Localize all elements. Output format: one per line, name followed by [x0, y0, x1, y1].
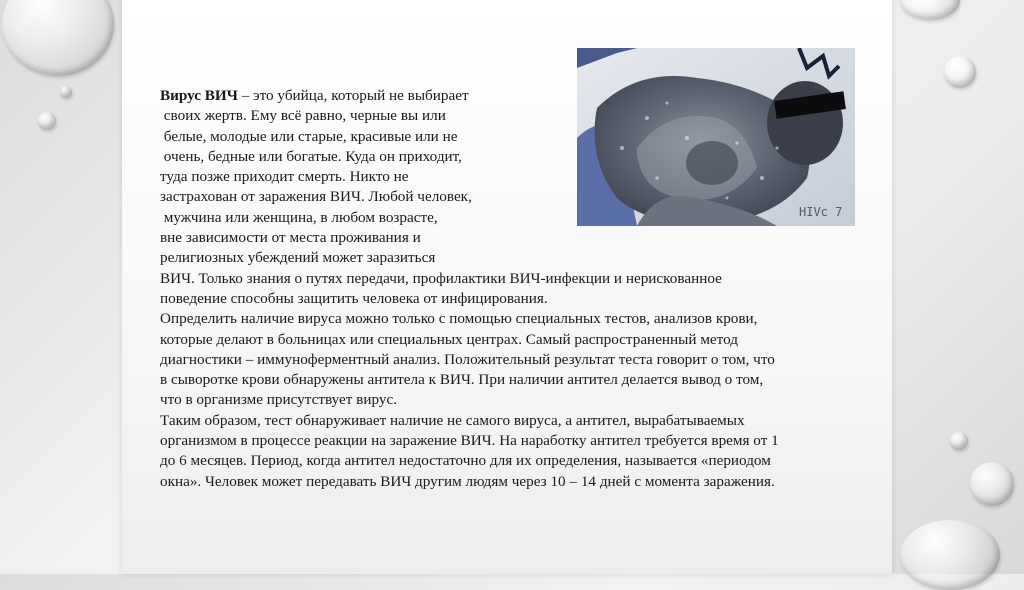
text-line: Определить наличие вируса можно только с помощью специальных тестов, анализов крови,	[160, 310, 758, 328]
text-line: застрахован от заражения ВИЧ. Любой человек,	[160, 188, 472, 206]
text-line: до 6 месяцев. Период, когда антител недостаточно для их определения, называется «периодом	[160, 452, 771, 470]
text-line: Таким образом, тест обнаруживает наличие не самого вируса, а антител, вырабатываемых	[160, 411, 745, 429]
text-line: белые, молодые или старые, красивые или не	[160, 127, 458, 145]
text-line: ВИЧ. Только знания о путях передачи, профилактики ВИЧ-инфекции и нерискованное	[160, 269, 722, 287]
text-line: что в организме присутствует вирус.	[160, 391, 398, 409]
water-drop-decoration	[2, 0, 114, 76]
photo-label: HIVc 7	[799, 205, 843, 219]
slide-body-text	[160, 86, 860, 492]
water-drop-decoration	[900, 520, 1000, 590]
text-line: туда позже приходит смерть. Никто не	[160, 168, 409, 186]
text-line: вне зависимости от места проживания и	[160, 229, 421, 247]
text-line: очень, бедные или богатые. Куда он приходит,	[160, 147, 462, 165]
water-drop-decoration	[950, 432, 968, 450]
text-line: мужчина или женщина, в любом возрасте,	[160, 208, 438, 226]
water-drop-decoration	[900, 0, 960, 20]
text-line: организмом в процессе реакции на заражение ВИЧ. На наработку антител требуется время от 1	[160, 432, 779, 450]
text-line: которые делают в больницах или специальных центрах. Самый распространенный метод	[160, 330, 738, 348]
water-drop-decoration	[970, 462, 1014, 506]
text-line: в сыворотке крови обнаружены антитела к ВИЧ. При наличии антител делается вывод о том,	[160, 371, 764, 389]
text-line: поведение способны защитить человека от инфицирования.	[160, 289, 548, 307]
text-line: своих жертв. Ему всё равно, черные вы или	[160, 107, 446, 125]
water-drop-decoration	[60, 86, 72, 98]
text-line: диагностики – иммуноферментный анализ. Положительный результат теста говорит о том, что	[160, 350, 775, 368]
water-drop-decoration	[944, 56, 976, 88]
water-drop-decoration	[38, 112, 56, 130]
text-line: религиозных убеждений может заразиться	[160, 249, 436, 267]
text-line: Вирус ВИЧ – это убийца, который не выбирает	[160, 87, 469, 104]
slide-title-bold: Вирус ВИЧ	[160, 87, 238, 104]
text-line: окна». Человек может передавать ВИЧ другим людям через 10 – 14 дней с момента заражения.	[160, 472, 775, 490]
